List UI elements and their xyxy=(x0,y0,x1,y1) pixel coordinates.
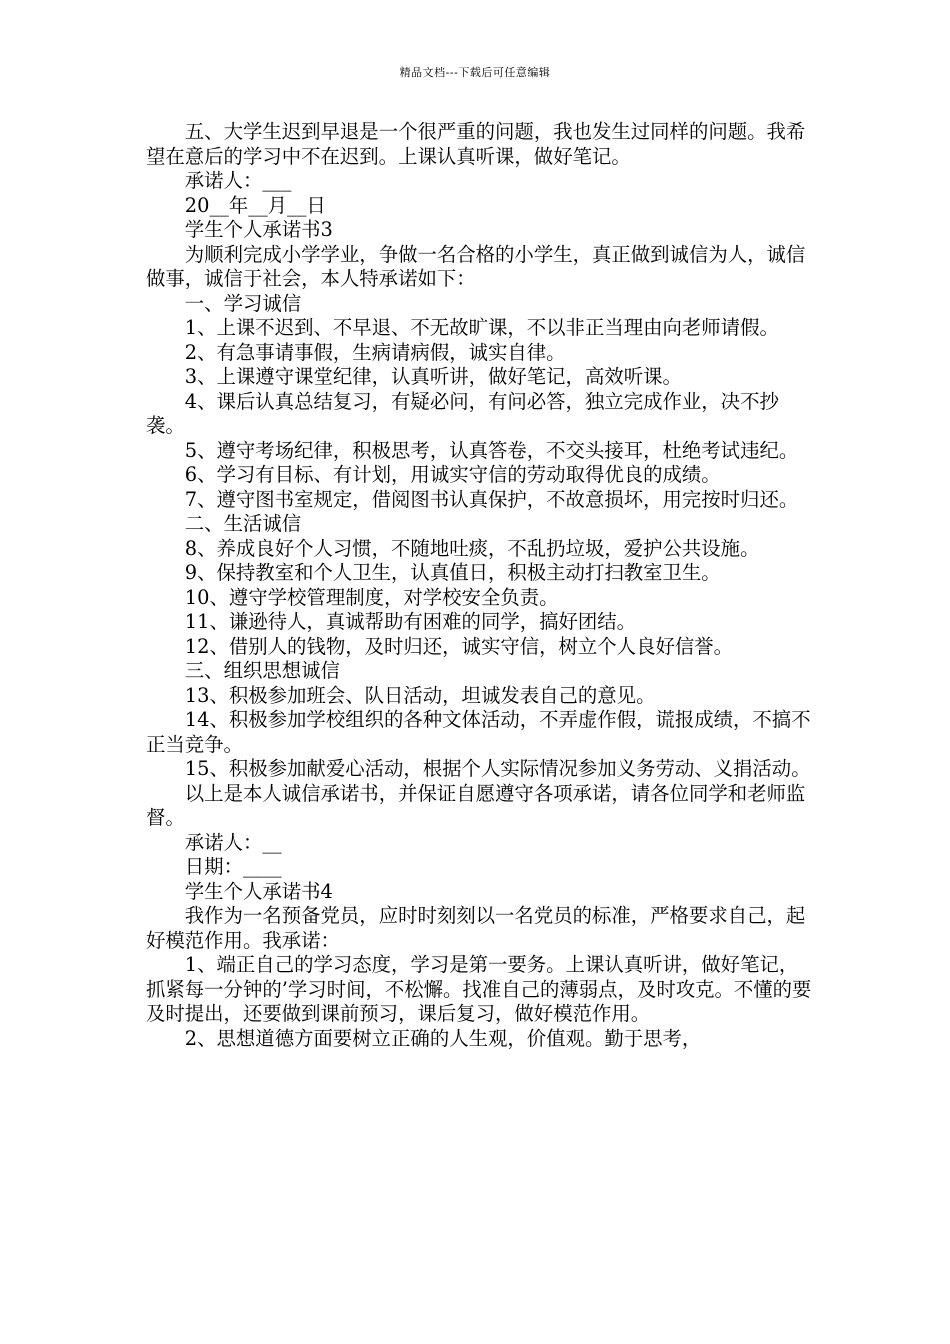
list-item: 2、有急事请事假，生病请病假，诚实自律。 xyxy=(184,340,566,364)
subheading: 一、学习诚信 xyxy=(184,291,302,315)
list-item: 3、上课遵守课堂纪律，认真听讲，做好笔记，高效听课。 xyxy=(184,365,682,388)
list-item: 15、积极参加献爱心活动，根据个人实际情况参加义务劳动、义捐活动。 xyxy=(184,757,811,780)
list-item: 4、课后认真总结复习，有疑必问，有问必答，独立完成作业，决不抄袭。 xyxy=(146,389,779,437)
list-item: 1、端正自己的学习态度，学习是第一要务。上课认真听讲，做好笔记，抓紧每一分钟的’学习时间，不松懈。找准自己的薄弱点，及时攻克。不懂的要及时提出，还要做到课前预习，课后复习，做好模范作用。 xyxy=(146,953,812,1025)
list-item: 13、积极参加班会、队日活动，坦诚发表自己的意见。 xyxy=(184,683,656,707)
list-item: 2、思想道德方面要树立正确的人生观，价值观。勤于思考， xyxy=(184,1026,702,1050)
section-title: 学生个人承诺书4 xyxy=(184,879,333,903)
signature-line: 承诺人：__ xyxy=(184,830,282,854)
list-item: 8、养成良好个人习惯，不随地吐痰，不乱扔垃圾，爱护公共设施。 xyxy=(184,536,760,560)
list-item: 11、谦逊待人，真诚帮助有困难的同学，搞好团结。 xyxy=(184,610,637,633)
list-item: 6、学习有目标、有计划，用诚实守信的劳动取得优良的成绩。 xyxy=(184,463,721,486)
list-item: 1、上课不迟到、不早退、不无故旷课，不以非正当理由向老师请假。 xyxy=(184,316,779,339)
paragraph: 五、大学生迟到早退是一个很严重的问题，我也发生过同样的问题。我希望在意后的学习中不在迟到。上课认真听课，做好笔记。 xyxy=(146,120,806,168)
list-item: 10、遵守学校管理制度，对学校安全负责。 xyxy=(184,585,559,609)
paragraph: 以上是本人诚信承诺书，并保证自愿遵守各项承诺，请各位同学和老师监督。 xyxy=(146,781,806,829)
list-item: 5、遵守考场纪律，积极思考，认真答卷，不交头接耳，杜绝考试违纪。 xyxy=(184,438,799,462)
date-line: 20__年__月__日 xyxy=(184,193,326,217)
list-item: 14、积极参加学校组织的各种文体活动，不弄虚作假，谎报成绩，不搞不正当竞争。 xyxy=(146,708,811,756)
paragraph: 我作为一名预备党员，应时时刻刻以一名党员的标准，严格要求自己，起好模范作用。我承诺： xyxy=(146,904,806,952)
document-body xyxy=(146,120,812,1051)
list-item: 7、遵守图书室规定，借阅图书认真保护，不故意损坏，用完按时归还。 xyxy=(184,487,799,511)
subheading: 二、生活诚信 xyxy=(184,512,302,535)
paragraph: 为顺利完成小学学业，争做一名合格的小学生，真正做到诚信为人，诚信做事，诚信于社会，本人特承诺如下： xyxy=(146,242,806,290)
list-item: 9、保持教室和个人卫生，认真值日，积极主动打扫教室卫生。 xyxy=(184,561,721,584)
subheading: 三、组织思想诚信 xyxy=(184,659,340,682)
signature-line: 承诺人：___ xyxy=(184,169,292,192)
date-line: 日期：____ xyxy=(184,855,282,878)
page-header: 精品文档---下载后可任意编辑 xyxy=(399,66,551,79)
section-title: 学生个人承诺书3 xyxy=(184,218,333,241)
list-item: 12、借别人的钱物，及时归还，诚实守信，树立个人良好信誉。 xyxy=(184,634,734,658)
